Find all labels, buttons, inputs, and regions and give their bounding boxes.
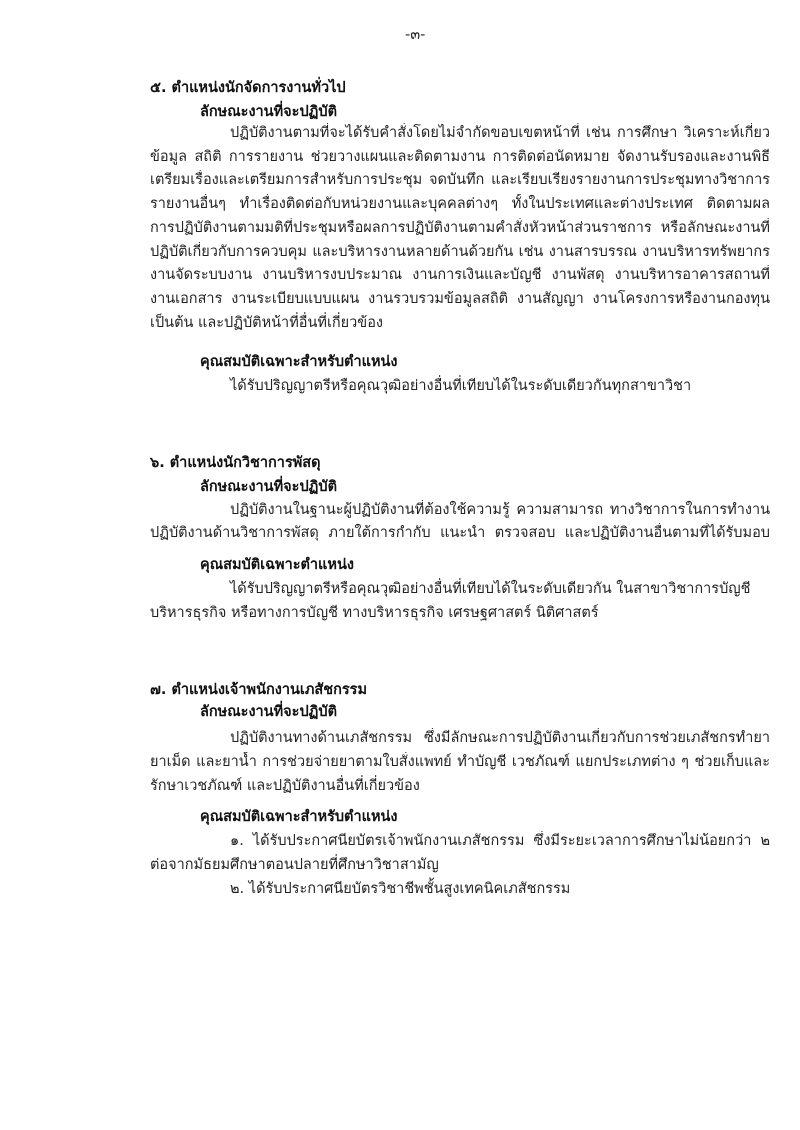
duty-line: ปฏิบัติงานตามที่จะได้รับคำสั่งโดยไม่จำกัดขอบเขตหน้าที่ เช่น การศึกษา วิเคราะห์เกี่ยว [230, 125, 770, 141]
duty-line: ยาเม็ด และยาน้ำ การช่วยจ่ายยาตามใบสั่งแพทย์ ทำบัญชี เวชภัณฑ์ แยกประเภทต่าง ๆ ช่วยเก็บและ [150, 754, 770, 770]
qualification-title: คุณสมบัติเฉพาะสำหรับตำแหน่ง [200, 809, 398, 825]
qualification-line: ได้รับปริญญาตรีหรือคุณวุฒิอย่างอื่นที่เทียบได้ในระดับเดียวกันทุกสาขาวิชา [230, 378, 692, 394]
page-number: -๓- [405, 27, 426, 43]
duty-line: รายงานอื่นๆ ทำเรื่องติดต่อกับหน่วยงานและบุคคลต่างๆ ทั้งในประเทศและต่างประเทศ ติดตามผล [150, 196, 770, 212]
duty-line: ปฏิบัติงานด้านวิชาการพัสดุ ภายใต้การกำกับ แนะนำ ตรวจสอบ และปฏิบัติงานอื่นตามที่ได้รับมอบ [150, 525, 770, 541]
qualification-line: ได้รับปริญญาตรีหรือคุณวุฒิอย่างอื่นที่เทียบได้ในระดับเดียวกัน ในสาขาวิชาการบัญชี [230, 581, 751, 597]
qualification-line: บริหารธุรกิจ หรือทางการบัญชี ทางบริหารธุรกิจ เศรษฐศาสตร์ นิติศาสตร์ [150, 605, 599, 621]
duty-line: เตรียมเรื่องและเตรียมการสำหรับการประชุม จดบันทึก และเรียบเรียงรายงานการประชุมทางวิชาการ [150, 172, 770, 188]
duty-line: เป็นต้น และปฏิบัติหน้าที่อื่นที่เกี่ยวข้อง [150, 315, 384, 331]
qualification-title: คุณสมบัติเฉพาะตำแหน่ง [200, 557, 354, 573]
qualification-line: ๒. ได้รับประกาศนียบัตรวิชาชีพชั้นสูงเทคนิคเภสัชกรรม [230, 881, 571, 897]
duty-line: ปฏิบัติงานทางด้านเภสัชกรรม ซึ่งมีลักษณะการปฏิบัติงานเกี่ยวกับการช่วยเภสัชกรทำยา [230, 730, 770, 746]
section-heading: ๕. ตำแหน่งนักจัดการงานทั่วไป [150, 80, 346, 96]
duty-title: ลักษณะงานที่จะปฏิบัติ [200, 704, 337, 720]
duty-line: ข้อมูล สถิติ การรายงาน ช่วยวางแผนและติดตามงาน การติดต่อนัดหมาย จัดงานรับรองและงานพิธี [150, 149, 770, 165]
qualification-title: คุณสมบัติเฉพาะสำหรับตำแหน่ง [200, 354, 398, 370]
section-heading: ๗. ตำแหน่งเจ้าพนักงานเภสัชกรรม [150, 682, 368, 698]
duty-title: ลักษณะงานที่จะปฏิบัติ [200, 479, 337, 495]
qualification-line: ต่อจากมัธยมศึกษาตอนปลายที่ศึกษาวิชาสามัญ [150, 857, 439, 873]
duty-title: ลักษณะงานที่จะปฏิบัติ [200, 104, 337, 120]
duty-line: ปฏิบัติเกี่ยวกับการควบคุม และบริหารงานหลายด้านด้วยกัน เช่น งานสารบรรณ งานบริหารทรัพยากร [150, 244, 770, 260]
duty-line: รักษาเวชภัณฑ์ และปฏิบัติงานอื่นที่เกี่ยวข้อง [150, 778, 420, 794]
duty-line: ปฏิบัติงานในฐานะผู้ปฏิบัติงานที่ต้องใช้ความรู้ ความสามารถ ทางวิชาการในการทำงาน [230, 502, 770, 518]
duty-line: การปฏิบัติงานตามมติที่ประชุมหรือผลการปฏิบัติงานตามคำสั่งหัวหน้าส่วนราชการ หรือลักษณะงานที่ [150, 220, 770, 236]
qualification-line: ๑. ได้รับประกาศนียบัตรเจ้าพนักงานเภสัชกรรม ซึ่งมีระยะเวลาการศึกษาไม่น้อยกว่า ๒ [230, 833, 770, 849]
duty-line: งานเอกสาร งานระเบียบแบบแผน งานรวบรวมข้อมูลสถิติ งานสัญญา งานโครงการหรืองานกองทุน [150, 291, 770, 307]
section-heading: ๖. ตำแหน่งนักวิชาการพัสดุ [150, 455, 321, 471]
duty-line: งานจัดระบบงาน งานบริหารงบประมาณ งานการเงินและบัญชี งานพัสดุ งานบริหารอาคารสถานที่ [150, 267, 770, 283]
